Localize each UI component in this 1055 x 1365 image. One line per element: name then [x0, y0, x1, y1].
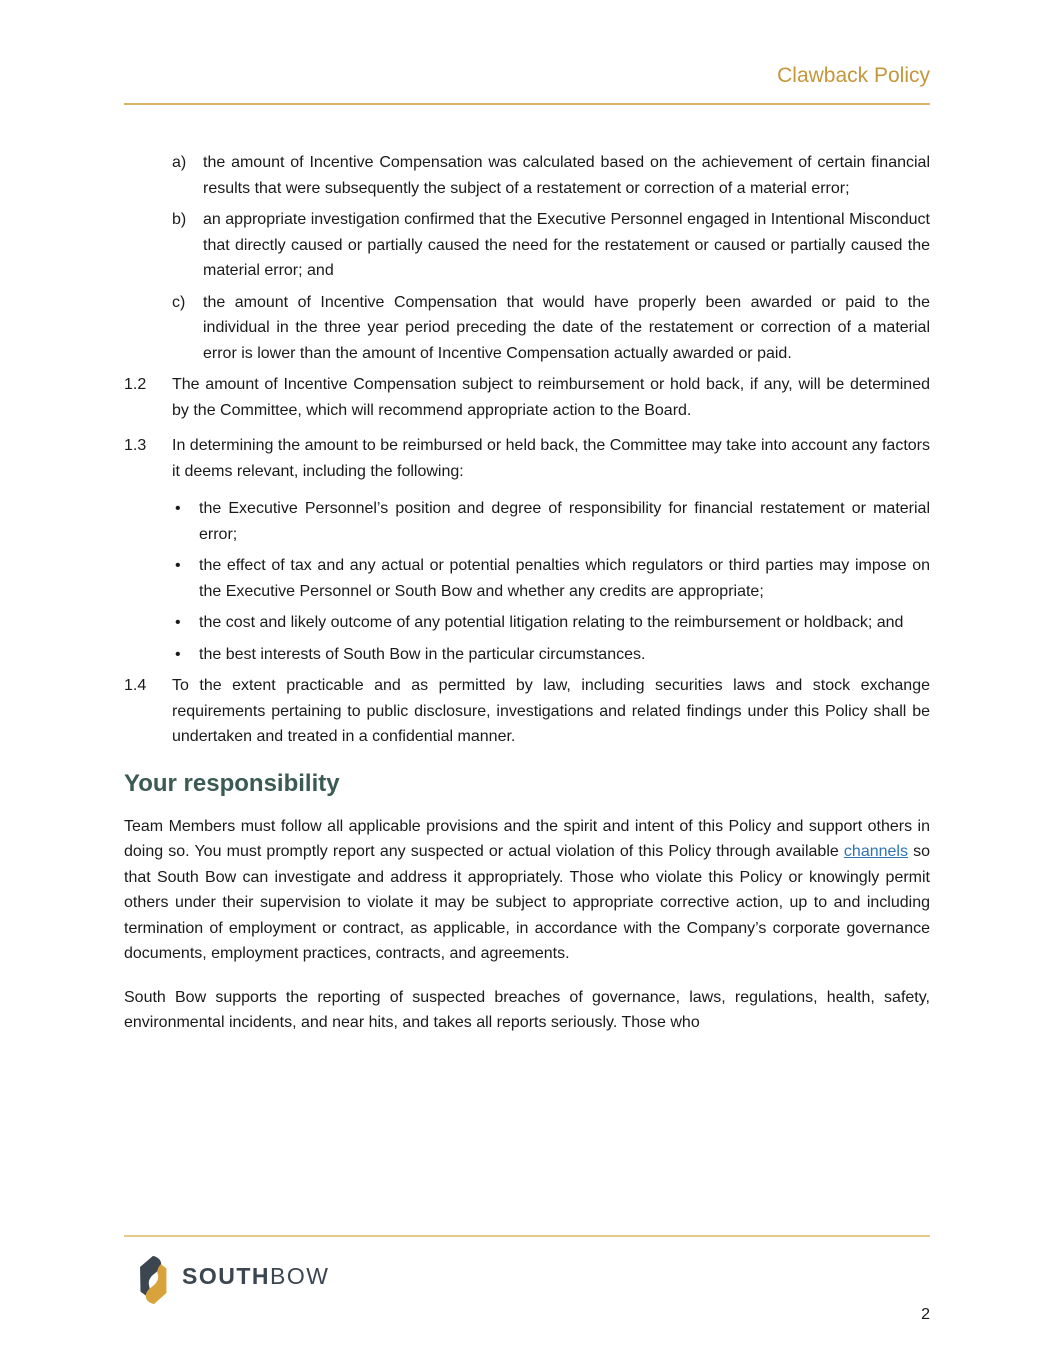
bullet-item: [124, 496, 930, 547]
page-content: [124, 0, 930, 1054]
bullet-icon: •: [175, 500, 181, 517]
section-1-4: [124, 673, 930, 750]
footer-rule: [124, 1235, 930, 1237]
bullet-icon: •: [175, 614, 181, 631]
clause-marker: c): [172, 293, 186, 311]
section-number: 1.2: [124, 376, 147, 393]
bullet-text: the cost and likely outcome of any potential litigation relating to the reimbursement or holdback; and: [199, 614, 904, 631]
responsibility-paragraph-1: [124, 814, 930, 967]
southbow-logo-icon: [133, 1255, 173, 1305]
paragraph-text: Team Members must follow all applicable provisions and the spirit and intent of this Policy and support others in doing so. You must promptly report any suspected or actual violation of this Policy through available: [124, 817, 930, 860]
bullet-item: [124, 610, 930, 636]
bullet-item: [124, 642, 930, 668]
bullet-text: the Executive Personnel’s position and degree of responsibility for financial restatement or material error;: [199, 500, 930, 543]
section-text: The amount of Incentive Compensation subject to reimbursement or hold back, if any, will be determined by the Committee, which will recommend appropriate action to the Board.: [172, 376, 930, 419]
clause-text: an appropriate investigation confirmed that the Executive Personnel engaged in Intentional Misconduct that directly caused or partially caused the need for the restatement or caused or partially caused the material error; and: [203, 211, 930, 279]
bullet-item: [124, 553, 930, 604]
section-text: In determining the amount to be reimbursed or held back, the Committee may take into account any factors it deems relevant, including the following:: [172, 437, 930, 480]
bullet-text: the effect of tax and any actual or potential penalties which regulators or third parties may impose on the Executive Personnel or South Bow and whether any credits are appropriate;: [199, 557, 930, 600]
page-title: Clawback Policy: [777, 64, 930, 87]
wordmark-south: SOUTH: [182, 1262, 270, 1289]
channels-link[interactable]: channels: [843, 843, 908, 860]
clause-text: the amount of Incentive Compensation that would have properly been awarded or paid to the individual in the three year period preceding the date of the restatement or correction of a material error is lower than the amount of Incentive Compensation actually awarded or paid.: [203, 293, 930, 362]
clause-item-c: [124, 290, 930, 367]
section-heading-your-responsibility: Your responsibility: [124, 769, 340, 797]
section-1-3: [124, 433, 930, 484]
clause-text: the amount of Incentive Compensation was calculated based on the achievement of certain financial results that were subsequently the subject of a restatement or correction of a material error;: [203, 154, 930, 197]
section-1-2: [124, 372, 930, 423]
section-number: 1.4: [124, 677, 147, 694]
paragraph-text: so that South Bow can investigate and address it appropriately. Those who violate this Policy or knowingly permit others under their supervision to violate it may be subject to appropriate corrective action, up to and including termination of employment or contract, as applicable, in accordance with the Company’s corporate governance documents, employment practices, contracts, and agreements.: [124, 843, 931, 962]
bullet-text: the best interests of South Bow in the particular circumstances.: [199, 645, 646, 663]
southbow-wordmark: [182, 1263, 329, 1290]
section-text: To the extent practicable and as permitted by law, including securities laws and stock exchange requirements pertaining to public disclosure, investigations and related findings under this Policy shall be undertaken and treated in a confidential manner.: [172, 677, 930, 745]
wordmark-bow: BOW: [270, 1262, 330, 1289]
clause-item-b: [124, 207, 930, 284]
clause-marker: a): [172, 154, 187, 171]
page-number: 2: [921, 1306, 930, 1323]
clause-marker: b): [172, 211, 187, 228]
clause-item-a: [124, 150, 930, 201]
southbow-logo: [133, 1255, 329, 1305]
document-body: [124, 105, 930, 1036]
section-number: 1.3: [124, 437, 147, 454]
page-header: [124, 0, 930, 105]
bullet-icon: •: [175, 557, 181, 574]
responsibility-paragraph-2: South Bow supports the reporting of suspected breaches of governance, laws, regulations, health, safety, environmental incidents, and near hits, and takes all reports seriously. Those who: [124, 988, 930, 1031]
bullet-icon: •: [175, 645, 181, 663]
